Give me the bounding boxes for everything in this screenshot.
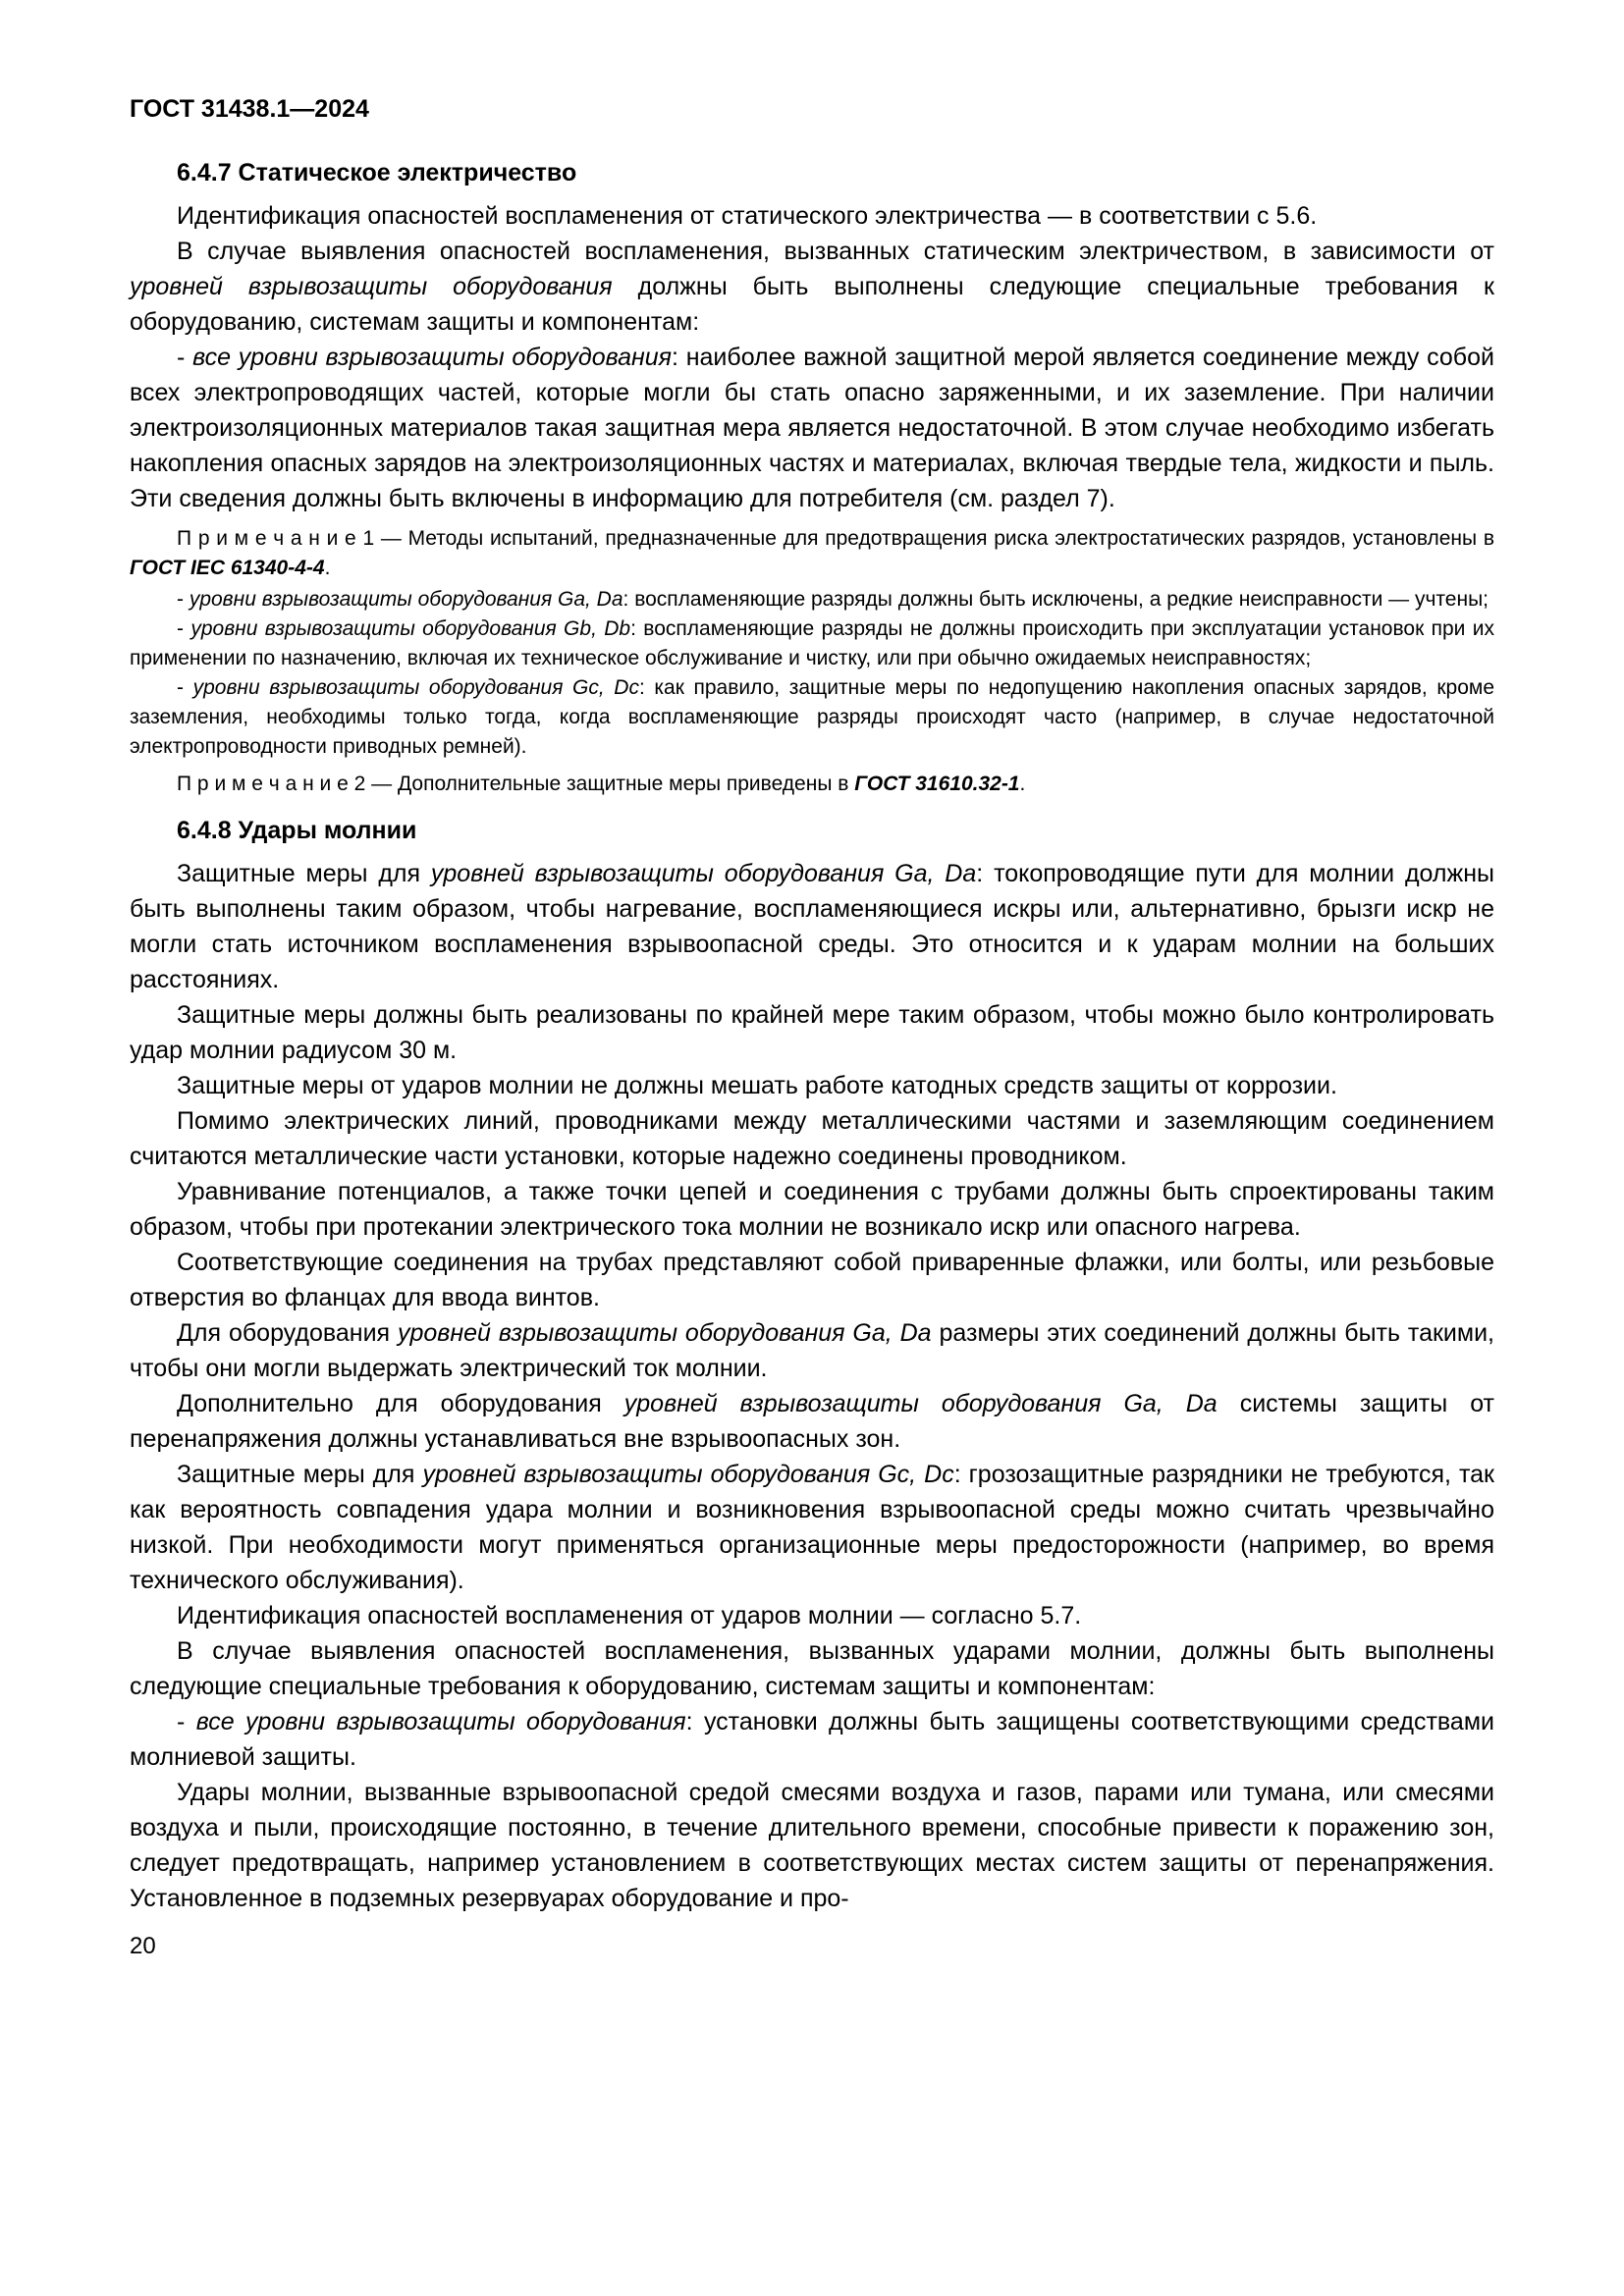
paragraph (130, 856, 1494, 997)
text-run-emphasis: уровней взрывозащиты оборудования Ga, Da (398, 1319, 932, 1347)
text-run: - (177, 344, 193, 371)
text-run: - (177, 676, 193, 699)
page-number: 20 (130, 1933, 156, 1959)
text-run: : установки должны быть защищены соответствующими средствами молниевой защиты. (130, 1708, 1494, 1771)
section-heading (130, 155, 1494, 190)
text-run: : токопроводящие пути для молнии должны быть выполнены таким образом, чтобы нагревание, воспламеняющиеся искры или, альтернативно, брызги искр не могли стать источником воспламенения взрывоопасной среды. Это относится и к ударам молнии на больших расстояниях. (130, 860, 1494, 993)
document-blocks (130, 155, 1494, 1916)
text-run: : воспламеняющие разряды не должны происходить при эксплуатации установок при их применении по назначению, включая их техническое обслуживание и чистку, или при обычно ожидаемых неисправностях; (130, 617, 1494, 669)
text-run: Уравнивание потенциалов, а также точки цепей и соединения с трубами должны быть спроектированы таким образом, чтобы при протекании электрического тока молнии не возникало искр или опасного нагрева. (130, 1178, 1494, 1241)
paragraph (130, 1386, 1494, 1457)
text-run: Идентификация опасностей воспламенения от статического электричества — в соответствии с 5.6. (177, 202, 1318, 230)
text-run: . (1019, 773, 1026, 795)
text-run: Соответствующие соединения на трубах представляют собой приваренные флажки, или болты, или резьбовые отверстия во фланцах для ввода винтов. (130, 1249, 1494, 1311)
text-run: В случае выявления опасностей воспламенения, вызванных ударами молнии, должны быть выполнены следующие специальные требования к оборудованию, системам защиты и компонентам: (130, 1637, 1494, 1700)
paragraph (130, 1174, 1494, 1245)
text-run-emphasis: ГОСТ IEC 61340-4-4 (130, 557, 325, 579)
paragraph (130, 1245, 1494, 1315)
text-run: Идентификация опасностей воспламенения от ударов молнии — согласно 5.7. (177, 1602, 1082, 1629)
text-run-emphasis: ГОСТ 31610.32-1 (854, 773, 1020, 795)
text-run: - (177, 1708, 196, 1735)
text-run: системы защиты от перенапряжения должны устанавливаться вне взрывоопасных зон. (130, 1390, 1495, 1453)
text-run: : воспламеняющие разряды должны быть исключены, а редкие неисправности — учтены; (623, 588, 1489, 611)
text-run: : грозозащитные разрядники не требуются, так как вероятность совпадения удара молнии и возникновения взрывоопасной среды можно считать чрезвычайно низкой. При необходимости могут применяться организационные меры предосторожности (например, во время технического обслуживания). (130, 1461, 1494, 1594)
text-run: В случае выявления опасностей воспламенения, вызванных статическим электричеством, в зависимости от (177, 238, 1494, 265)
paragraph (130, 614, 1494, 673)
text-run: 6.4.7 Статическое электричество (177, 159, 577, 187)
text-run: Дополнительно для оборудования (177, 1390, 624, 1417)
text-run-emphasis: все уровни взрывозащиты оборудования (195, 1708, 686, 1735)
text-run: : наиболее важной защитной мерой является соединение между собой всех электропроводящих частей, которые могли бы стать опасно заряженными, и их заземление. При наличии электроизоляционных материалов такая защитная мера является недостаточной. В этом случае необходимо избегать накопления опасных зарядов на электроизоляционных частях и материалах, включая твердые тела, жидкости и пыль. Эти сведения должны быть включены в информацию для потребителя (см. раздел 7). (130, 344, 1494, 512)
text-run: Защитные меры для (177, 860, 431, 887)
text-run: П р и м е ч а н и е 1 — Методы испытаний, предназначенные для предотвращения риска электростатических разрядов, установлены в (177, 527, 1494, 550)
paragraph (130, 770, 1494, 799)
paragraph (130, 1103, 1494, 1174)
text-run: Помимо электрических линий, проводниками между металлическими частями и заземляющим соединением считаются металлические части установки, которые надежно соединены проводником. (130, 1107, 1494, 1170)
text-run-emphasis: уровни взрывозащиты оборудования Gc, Dc (192, 676, 639, 699)
paragraph (130, 673, 1494, 762)
paragraph (130, 1775, 1494, 1916)
text-run-emphasis: уровни взрывозащиты оборудования Ga, Da (189, 588, 623, 611)
document-header: ГОСТ 31438.1—2024 (130, 95, 369, 123)
text-run-emphasis: уровней взрывозащиты оборудования (130, 273, 613, 300)
paragraph (130, 585, 1494, 614)
text-run: должны быть выполнены следующие специальные требования к оборудованию, системам защиты и компонентам: (130, 273, 1494, 336)
section-heading (130, 813, 1494, 848)
text-run-emphasis: уровней взрывозащиты оборудования Ga, Da (430, 860, 977, 887)
text-run-emphasis: все уровни взрывозащиты оборудования (192, 344, 673, 371)
text-run-emphasis: уровни взрывозащиты оборудования Gb, Db (190, 617, 631, 640)
text-run: Удары молнии, вызванные взрывоопасной средой смесями воздуха и газов, парами или тумана, или смесями воздуха и пыли, происходящие постоянно, в течение длительного времени, способные привести к поражению зон, следует предотвращать, например установлением в соответствующих местах систем защиты от перенапряжения. Установленное в подземных резервуарах оборудование и про- (130, 1779, 1494, 1912)
text-run: Для оборудования (177, 1319, 398, 1347)
text-run-emphasis: уровней взрывозащиты оборудования Gc, Dc (422, 1461, 954, 1488)
paragraph (130, 1068, 1494, 1103)
paragraph (130, 1457, 1494, 1598)
text-run: : как правило, защитные меры по недопущению накопления опасных зарядов, кроме заземления, необходимы только тогда, когда воспламеняющие разряды происходят часто (например, в случае недостаточной электропроводности приводных ремней). (130, 676, 1495, 758)
text-run: Защитные меры от ударов молнии не должны мешать работе катодных средств защиты от коррозии. (177, 1072, 1337, 1099)
text-run: . (324, 557, 331, 579)
paragraph (130, 524, 1494, 583)
paragraph (130, 1598, 1494, 1633)
paragraph (130, 234, 1494, 340)
paragraph (130, 340, 1494, 516)
text-run: Защитные меры должны быть реализованы по крайней мере таким образом, чтобы можно было контролировать удар молнии радиусом 30 м. (130, 1001, 1494, 1064)
paragraph (130, 198, 1494, 234)
text-run: Защитные меры для (177, 1461, 423, 1488)
paragraph (130, 1704, 1494, 1775)
text-run: - (177, 588, 189, 611)
text-run: размеры этих соединений должны быть такими, чтобы они могли выдержать электрический ток молнии. (130, 1319, 1494, 1382)
text-run-emphasis: уровней взрывозащиты оборудования Ga, Da (623, 1390, 1218, 1417)
text-run: - (177, 617, 191, 640)
text-run: 6.4.8 Удары молнии (177, 817, 417, 844)
paragraph (130, 997, 1494, 1068)
text-run: П р и м е ч а н и е 2 — Дополнительные защитные меры приведены в (177, 773, 855, 795)
paragraph (130, 1633, 1494, 1704)
paragraph (130, 1315, 1494, 1386)
